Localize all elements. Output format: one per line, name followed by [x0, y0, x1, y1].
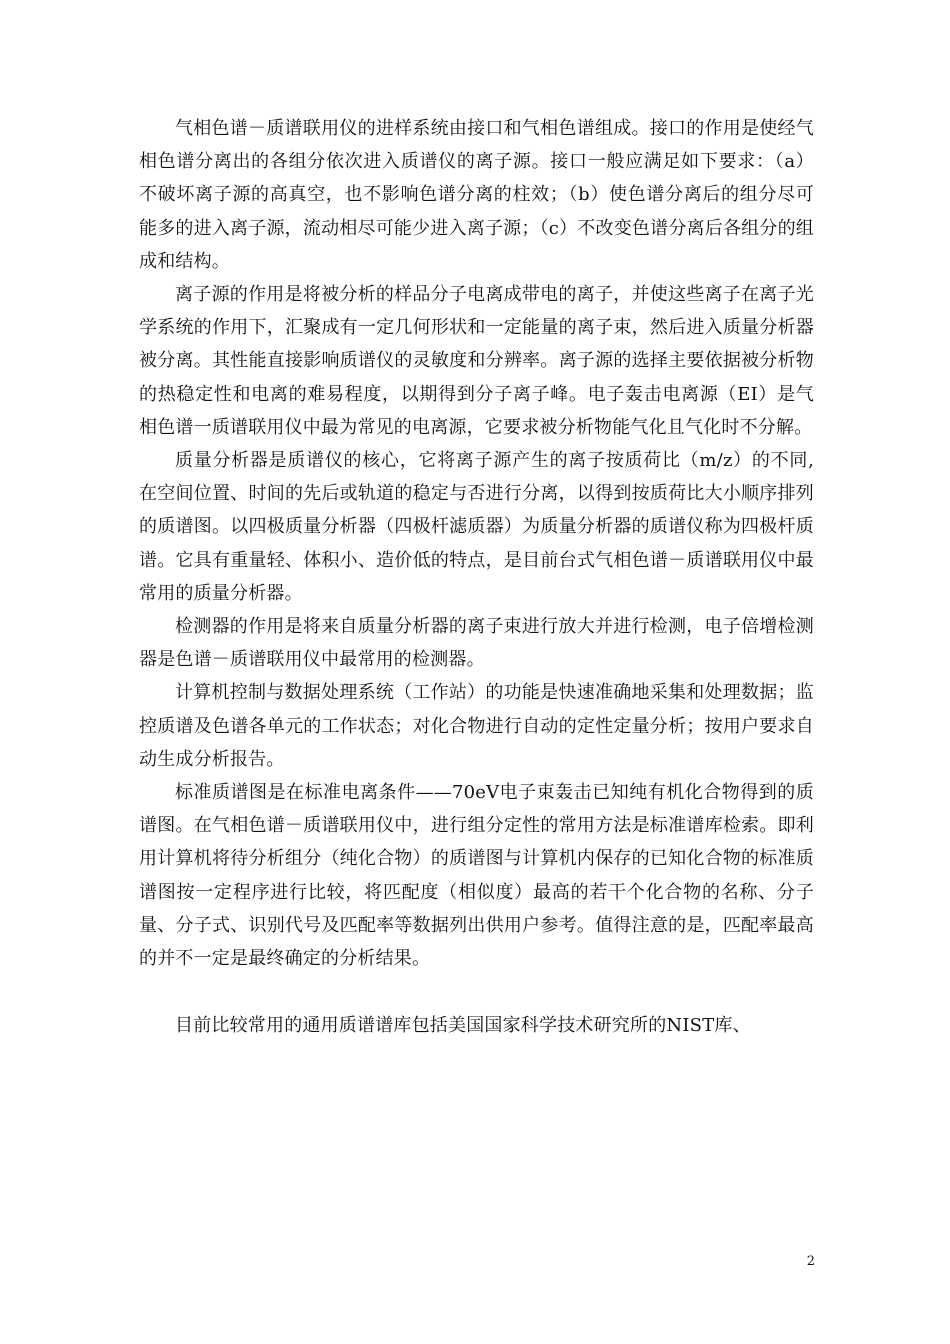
- page-number: 2: [806, 1254, 815, 1269]
- paragraph-detector: 检测器的作用是将来自质量分析器的离子束进行放大并进行检测，电子倍增检测器是色谱－质谱联用仪中最常用的检测器。: [139, 616, 814, 671]
- paragraph-spectral-library: 目前比较常用的通用质谱谱库包括美国国家科学技术研究所的NIST库、: [175, 1015, 751, 1037]
- paragraph-standard-spectrum: 标准质谱图是在标准电离条件——70eV电子束轰击已知纯有机化合物得到的质谱图。在气相色谱－质谱联用仪中，进行组分定性的常用方法是标准谱库检索。即利用计算机将待分析组分（纯化合物）的质谱图与计算机内保存的已知化合物的标准质谱图按一定程序进行比较，将匹配度（相似度）最高的若干个化合物的名称、分子量、分子式、识别代号及匹配率等数据列出供用户参考。值得注意的是，匹配率最高的并不一定是最终确定的分析结果。: [139, 782, 814, 970]
- body-text: [139, 112, 814, 1042]
- paragraph-computer-system: 计算机控制与数据处理系统（工作站）的功能是快速准确地采集和处理数据；监控质谱及色谱各单元的工作状态；对化合物进行自动的定性定量分析；按用户要求自动生成分析报告。: [139, 682, 814, 770]
- paragraph-gap: [139, 975, 814, 1009]
- paragraph-mass-analyzer: 质量分析器是质谱仪的核心，它将离子源产生的离子按质荷比（m/z）的不同,在空间位置、时间的先后或轨道的稳定与否进行分离，以得到按质荷比大小顺序排列的质谱图。以四极质量分析器（四极杆滤质器）为质量分析器的质谱仪称为四极杆质谱。它具有重量轻、体积小、造价低的特点，是目前台式气相色谱－质谱联用仪中最常用的质量分析器。: [139, 450, 814, 604]
- paragraph-interface: 气相色谱－质谱联用仪的进样系统由接口和气相色谱组成。接口的作用是使经气相色谱分离出的各组分依次进入质谱仪的离子源。接口一般应满足如下要求：（a）不破坏离子源的高真空，也不影响色谱分离的柱效；（b）使色谱分离后的组分尽可能多的进入离子源，流动相尽可能少进入离子源；（c）不改变色谱分离后各组分的组成和结构。: [139, 118, 814, 272]
- paragraph-ion-source: 离子源的作用是将被分析的样品分子电离成带电的离子，并使这些离子在离子光学系统的作用下，汇聚成有一定几何形状和一定能量的离子束，然后进入质量分析器被分离。其性能直接影响质谱仪的灵敏度和分辨率。离子源的选择主要依据被分析物的热稳定性和电离的难易程度，以期得到分子离子峰。电子轰击电离源（EI）是气相色谱一质谱联用仪中最为常见的电离源，它要求被分析物能气化且气化时不分解。: [139, 284, 814, 438]
